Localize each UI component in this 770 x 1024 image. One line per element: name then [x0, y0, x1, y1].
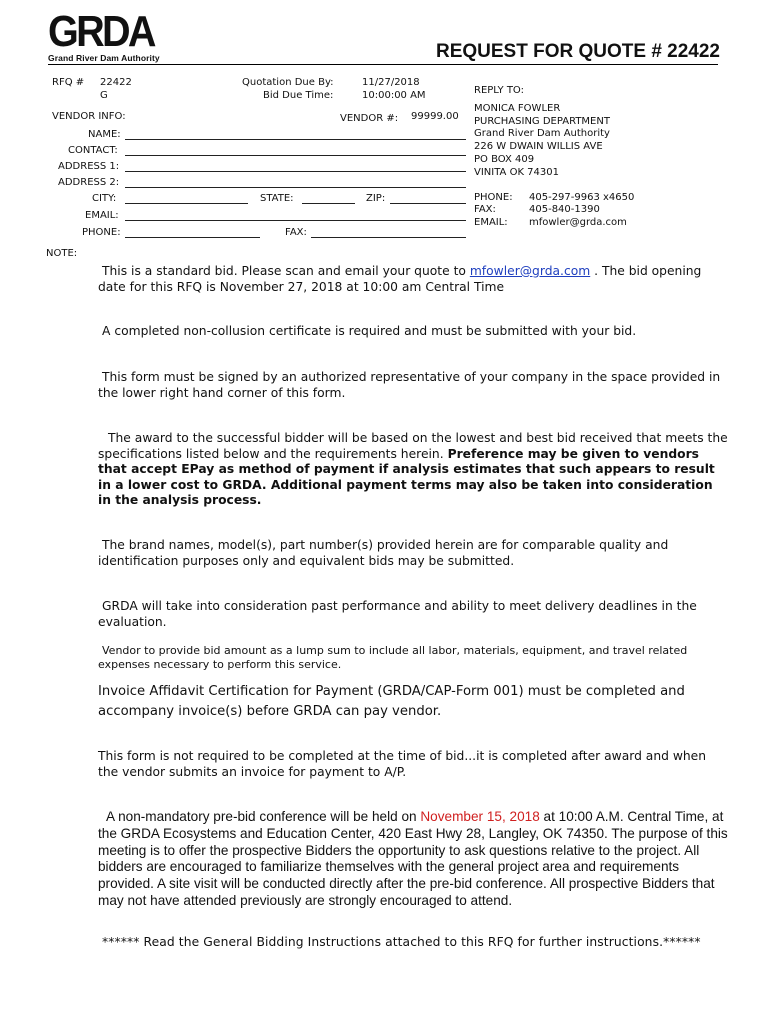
reply-email-label: EMAIL: — [474, 217, 508, 228]
address1-label: ADDRESS 1: — [58, 161, 120, 172]
name-label: NAME: — [88, 129, 121, 140]
reply-line: VINITA OK 74301 — [474, 166, 559, 178]
zip-field[interactable] — [390, 203, 466, 204]
reply-line: 226 W DWAIN WILLIS AVE — [474, 141, 603, 153]
note-label: NOTE: — [46, 248, 78, 259]
vendor-info-label: VENDOR INFO: — [52, 111, 126, 122]
address2-label: ADDRESS 2: — [58, 177, 120, 188]
note-text: A non-mandatory pre-bid conference will be held on — [106, 809, 421, 824]
note-paragraph-2: A completed non-collusion certificate is required and must be submitted with your bid. — [102, 324, 637, 338]
grda-logo: GRDA — [48, 7, 154, 56]
note-bold-text: Preference may be given to vendors that accept EPay as method of payment if analysis estimates that such appears to result in a lower cost to GRDA. Additional payment terms may also be taken into consideration in the analysis process. — [98, 446, 715, 507]
reply-line: PURCHASING DEPARTMENT — [474, 115, 610, 127]
note-text: at 10:00 A.M. Central Time, at the GRDA Ecosystems and Education Center, 420 East Hwy 28, Langley, OK 74350. The purpose of this meeting is to offer the prospective Bidders the opportunity to ask questions relative to the project. All bidders are encouraged to familiarize themselves with the general project area and requirements provided. A site visit will be conducted directly after the pre-bid conference. All prospective Bidders that may not have attended previously are strongly encouraged to attend. — [98, 809, 728, 908]
fax-field[interactable] — [311, 237, 466, 238]
contact-field[interactable] — [125, 155, 466, 156]
reply-line: PO BOX 409 — [474, 153, 535, 165]
phone-label: PHONE: — [82, 227, 121, 238]
bid-due-label: Bid Due Time: — [263, 90, 334, 101]
rfq-label: RFQ # — [52, 77, 85, 88]
page-title: REQUEST FOR QUOTE # 22422 — [435, 41, 720, 62]
reply-line: MONICA FOWLER — [474, 103, 561, 114]
note-paragraph-11: ****** Read the General Bidding Instructions attached to this RFQ for further instructions.****** — [102, 935, 701, 949]
zip-label: ZIP: — [366, 193, 386, 204]
rfq-number: 22422 — [100, 77, 132, 88]
header-rule — [48, 64, 718, 65]
note-paragraph-5: The brand names, model(s), part number(s) provided herein are for comparable quality and identification purposes only and equivalent bids may be submitted. — [98, 538, 669, 568]
contact-label: CONTACT: — [68, 145, 118, 156]
state-label: STATE: — [260, 193, 294, 204]
note-paragraph-3: This form must be signed by an authorized representative of your company in the space provided in the lower right hand corner of this form. — [98, 370, 721, 400]
quotation-due-label: Quotation Due By: — [242, 77, 334, 88]
phone-field[interactable] — [125, 237, 260, 238]
logo-subtitle: Grand River Dam Authority — [48, 53, 160, 63]
rfq-suffix: G — [100, 90, 108, 101]
note-text: The award to the successful bidder will be based on the lowest and best bid received that meets the specifications listed below and the requirements herein. — [98, 431, 728, 461]
note-text: This is a standard bid. Please scan and email your quote to — [102, 264, 470, 278]
bid-due-value: 10:00:00 AM — [362, 90, 426, 101]
reply-phone-label: PHONE: — [474, 192, 513, 203]
conference-date: November 15, 2018 — [420, 809, 540, 824]
email-label: EMAIL: — [85, 210, 119, 221]
vendor-number-value: 99999.00 — [411, 111, 459, 122]
note-paragraph-9: This form is not required to be completed at the time of bid...it is completed after award and when the vendor submits an invoice for payment to A/P. — [98, 749, 707, 779]
address2-field[interactable] — [125, 187, 466, 188]
note-paragraph-8: Invoice Affidavit Certification for Payment (GRDA/CAP-Form 001) must be completed and accompany invoice(s) before GRDA can pay vendor. — [98, 684, 685, 719]
note-paragraph-7: Vendor to provide bid amount as a lump sum to include all labor, materials, equipment, and travel related expenses necessary to perform this service. — [98, 644, 688, 671]
reply-to-label: REPLY TO: — [474, 85, 524, 96]
reply-fax-label: FAX: — [474, 204, 496, 215]
reply-fax-value: 405-840-1390 — [529, 204, 600, 215]
name-field[interactable] — [125, 139, 466, 140]
reply-email-value[interactable]: mfowler@grda.com — [529, 217, 627, 228]
reply-line: Grand River Dam Authority — [474, 128, 610, 140]
reply-address — [474, 103, 610, 179]
fax-label: FAX: — [285, 227, 307, 238]
state-field[interactable] — [302, 203, 355, 204]
city-field[interactable] — [125, 203, 248, 204]
email-link[interactable]: mfowler@grda.com — [469, 264, 591, 278]
note-text: . The bid opening date for this RFQ is November 27, 2018 at 10:00 am Central Time — [98, 264, 702, 294]
note-paragraph-10 — [98, 809, 728, 910]
note-paragraph-4 — [98, 431, 728, 509]
address1-field[interactable] — [125, 171, 466, 172]
vendor-number-label: VENDOR #: — [340, 113, 399, 124]
email-field[interactable] — [125, 220, 466, 221]
city-label: CITY: — [92, 193, 117, 204]
quotation-due-value: 11/27/2018 — [362, 77, 420, 88]
note-paragraph-1 — [98, 264, 728, 295]
reply-phone-value: 405-297-9963 x4650 — [529, 192, 635, 203]
note-paragraph-6: GRDA will take into consideration past performance and ability to meet delivery deadlines in the evaluation. — [98, 599, 697, 629]
